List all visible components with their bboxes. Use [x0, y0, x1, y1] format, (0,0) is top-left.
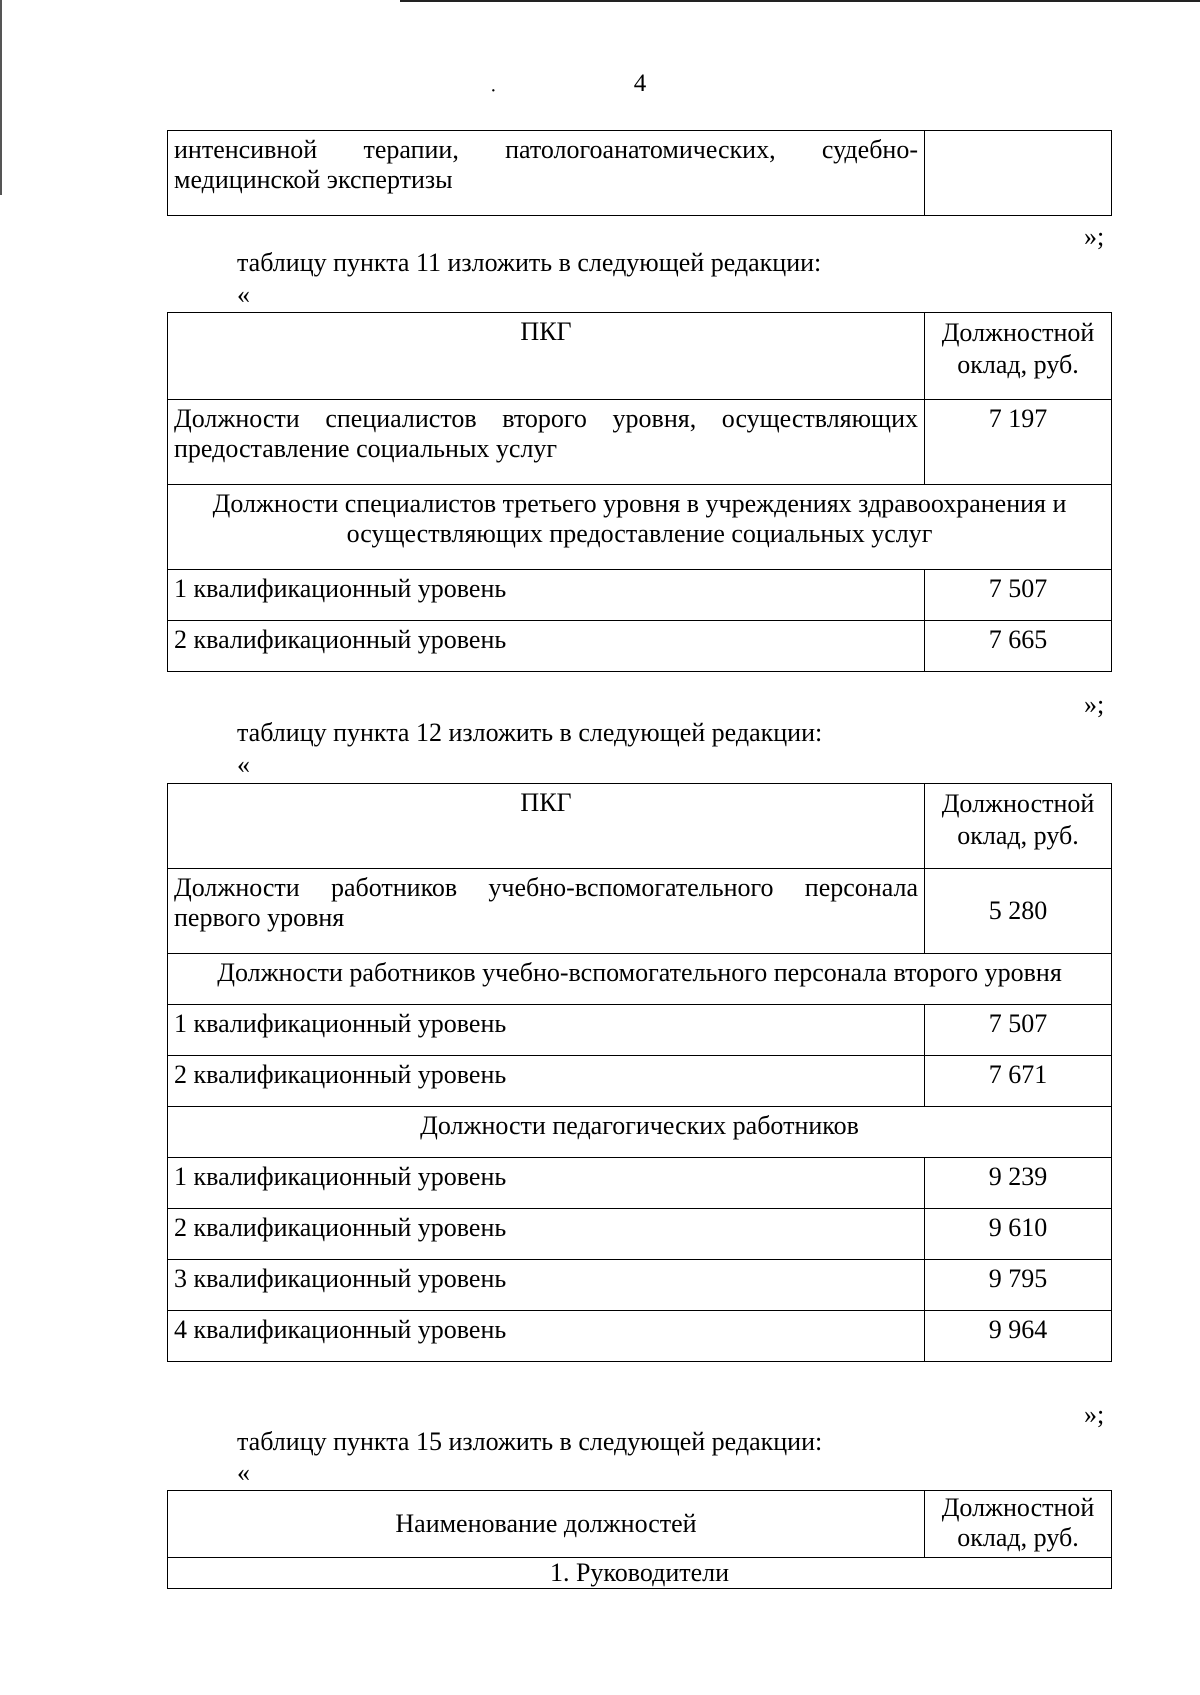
group-title: Должности педагогических работников — [168, 1107, 1112, 1158]
opening-quote: « — [237, 280, 250, 309]
closing-quote: »; — [1084, 222, 1105, 251]
page-number: 4 — [633, 70, 647, 97]
table-row — [168, 131, 1112, 216]
table-row — [168, 1209, 1112, 1260]
header-name: Наименование должностей — [168, 1491, 925, 1558]
table-group-row — [168, 1107, 1112, 1158]
table-section12 — [167, 783, 1112, 1362]
group-title: Должности специалистов третьего уровня в учреждениях здравоохранения и осуществляющих предоставление социальных услуг — [168, 485, 1112, 570]
table-row — [168, 1158, 1112, 1209]
level-label: 1 квалификационный уровень — [168, 1005, 925, 1056]
level-value: 9 239 — [925, 1158, 1112, 1209]
table-header-row — [168, 313, 1112, 400]
table-section11 — [167, 312, 1112, 672]
closing-quote: »; — [1084, 1400, 1105, 1429]
table-header-row — [168, 1491, 1112, 1558]
level-label: 1 квалификационный уровень — [168, 1158, 925, 1209]
table-continuation — [167, 130, 1112, 216]
level-value: 7 507 — [925, 1005, 1112, 1056]
header-salary: Должностной оклад, руб. — [925, 313, 1112, 400]
table-group-row — [168, 485, 1112, 570]
level-label: 1 квалификационный уровень — [168, 570, 925, 621]
table-row — [168, 1056, 1112, 1107]
level-label: 2 квалификационный уровень — [168, 1056, 925, 1107]
level-label: 2 квалификационный уровень — [168, 621, 925, 672]
table-group-row — [168, 1558, 1112, 1589]
header-pkg: ПКГ — [168, 784, 925, 869]
section12-intro: таблицу пункта 12 изложить в следующей редакции: — [237, 718, 823, 747]
level-value: 7 507 — [925, 570, 1112, 621]
table-row — [168, 1311, 1112, 1362]
table-row — [168, 570, 1112, 621]
row-position-text: Должности специалистов второго уровня, осуществляющих предоставление социальных услуг — [168, 400, 925, 485]
table-section15 — [167, 1490, 1112, 1589]
row-position-text: Должности работников учебно-вспомогательного персонала первого уровня — [168, 869, 925, 954]
table-row — [168, 400, 1112, 485]
table-header-row — [168, 784, 1112, 869]
section11-intro: таблицу пункта 11 изложить в следующей редакции: — [237, 248, 822, 277]
header-salary: Должностной оклад, руб. — [925, 1491, 1112, 1558]
group-title: 1. Руководители — [168, 1558, 1112, 1589]
level-value: 7 671 — [925, 1056, 1112, 1107]
scan-edge-line — [400, 0, 1200, 2]
level-label: 3 квалификационный уровень — [168, 1260, 925, 1311]
header-salary: Должностной оклад, руб. — [925, 784, 1112, 869]
level-value: 9 795 — [925, 1260, 1112, 1311]
closing-quote: »; — [1084, 690, 1105, 719]
table-cell-value — [925, 131, 1112, 216]
section15-intro: таблицу пункта 15 изложить в следующей редакции: — [237, 1427, 823, 1456]
level-value: 9 964 — [925, 1311, 1112, 1362]
table-cell-text: интенсивной терапии, патологоанатомических, судебно-медицинской экспертизы — [168, 131, 925, 216]
level-value: 9 610 — [925, 1209, 1112, 1260]
scan-speck: · — [490, 80, 497, 102]
header-pkg: ПКГ — [168, 313, 925, 400]
table-row — [168, 621, 1112, 672]
level-label: 2 квалификационный уровень — [168, 1209, 925, 1260]
table-row — [168, 869, 1112, 954]
table-row — [168, 1005, 1112, 1056]
table-group-row — [168, 954, 1112, 1005]
level-value: 7 665 — [925, 621, 1112, 672]
opening-quote: « — [237, 750, 250, 779]
row-salary-value: 5 280 — [925, 869, 1112, 954]
row-salary-value: 7 197 — [925, 400, 1112, 485]
group-title: Должности работников учебно-вспомогательного персонала второго уровня — [168, 954, 1112, 1005]
table-row — [168, 1260, 1112, 1311]
opening-quote: « — [237, 1458, 250, 1487]
level-label: 4 квалификационный уровень — [168, 1311, 925, 1362]
